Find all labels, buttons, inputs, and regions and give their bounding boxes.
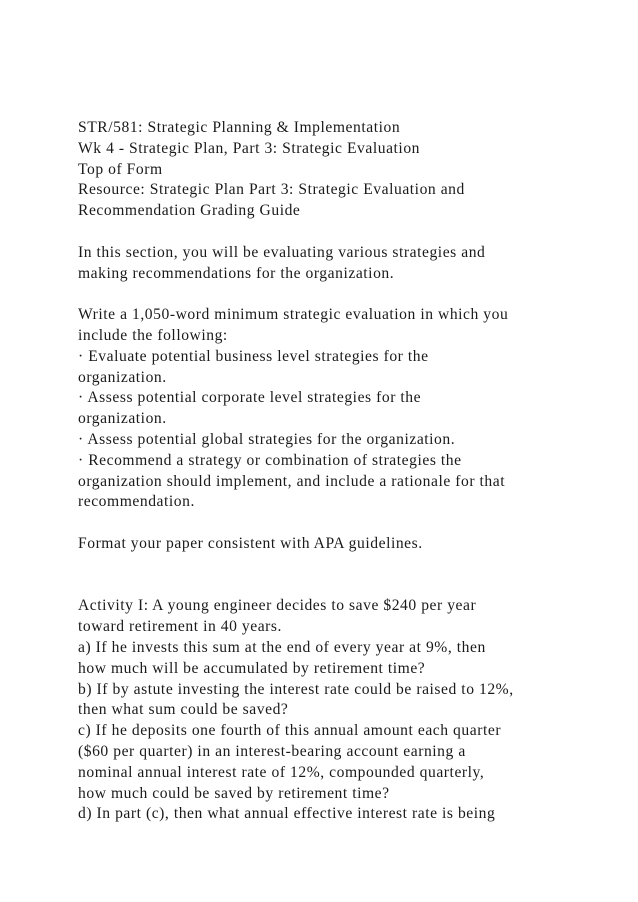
- activity-question-line: c) If he deposits one fourth of this annual amount each quarter: [78, 722, 502, 740]
- bullet-item-line: recommendation.: [78, 493, 195, 511]
- blank-line: [78, 222, 618, 243]
- activity-question-line: then what sum could be saved?: [78, 701, 289, 719]
- blank-line: [78, 513, 618, 534]
- intro-paragraph-line: making recommendations for the organization.: [78, 264, 395, 282]
- assignment-title: Wk 4 - Strategic Plan, Part 3: Strategic Evaluation: [78, 139, 421, 157]
- resource-line: Recommendation Grading Guide: [78, 202, 301, 220]
- bullet-item-line: organization.: [78, 368, 167, 386]
- blank-line: [78, 555, 618, 576]
- bullet-item-line: · Recommend a strategy or combination of strategies the: [78, 451, 462, 469]
- bullet-item-line: organization should implement, and include a rationale for that: [78, 472, 506, 490]
- blank-line: [78, 284, 618, 305]
- activity-question-line: nominal annual interest rate of 12%, compounded quarterly,: [78, 763, 485, 781]
- course-title: STR/581: Strategic Planning & Implementation: [78, 119, 401, 136]
- activity-question-line: a) If he invests this sum at the end of every year at 9%, then: [78, 638, 486, 656]
- instructions-line: Write a 1,050-word minimum strategic evaluation in which you: [78, 306, 509, 324]
- bullet-item-line: organization.: [78, 410, 167, 428]
- form-marker: Top of Form: [78, 160, 163, 178]
- activity-line: toward retirement in 40 years.: [78, 618, 282, 636]
- activity-question-line: d) In part (c), then what annual effective interest rate is being: [78, 805, 496, 823]
- resource-line: Resource: Strategic Plan Part 3: Strategic Evaluation and: [78, 181, 465, 199]
- bullet-item-line: · Evaluate potential business level strategies for the: [78, 347, 429, 365]
- document-body: [78, 118, 618, 825]
- bullet-item-line: · Assess potential corporate level strategies for the: [78, 389, 422, 407]
- instructions-line: include the following:: [78, 326, 228, 344]
- activity-question-line: b) If by astute investing the interest rate could be raised to 12%,: [78, 680, 514, 698]
- bullet-item-line: · Assess potential global strategies for the organization.: [78, 430, 456, 448]
- format-note: Format your paper consistent with APA guidelines.: [78, 534, 423, 552]
- activity-question-line: ($60 per quarter) in an interest-bearing account earning a: [78, 742, 466, 760]
- activity-question-line: how much will be accumulated by retirement time?: [78, 659, 426, 677]
- activity-line: Activity I: A young engineer decides to save $240 per year: [78, 597, 477, 615]
- blank-line: [78, 576, 618, 597]
- activity-question-line: how much could be saved by retirement time?: [78, 784, 390, 802]
- intro-paragraph-line: In this section, you will be evaluating various strategies and: [78, 243, 486, 261]
